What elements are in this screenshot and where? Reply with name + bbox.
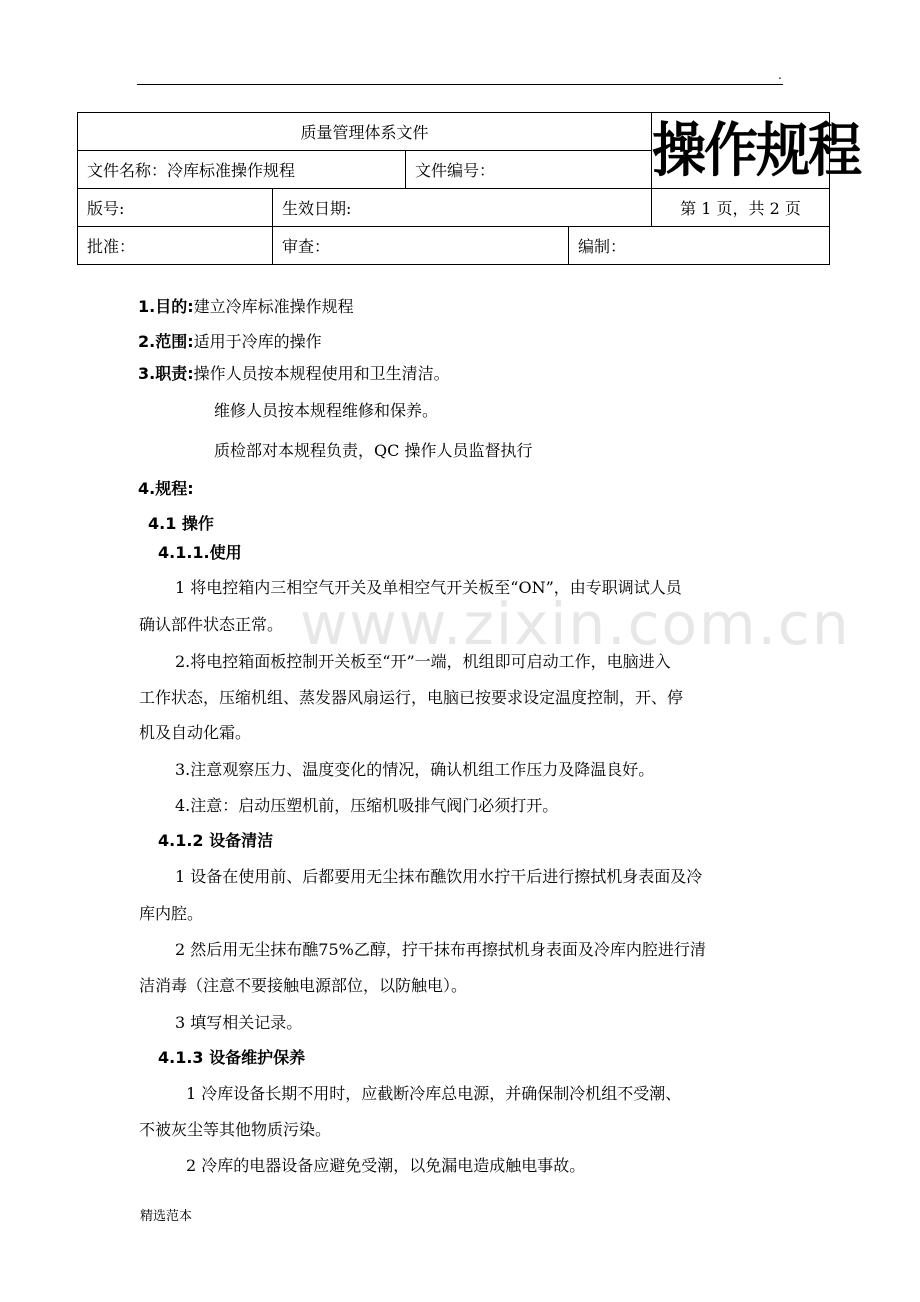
doc-name-cell: 文件名称：冷库标准操作规程: [78, 151, 406, 189]
system-doc-cell: 质量管理体系文件: [78, 113, 652, 151]
clean-step-1a: 1 设备在使用前、后都要用无尘抹布醮饮用水拧干后进行擦拭机身表面及冷: [175, 867, 703, 886]
duty-label: 3.职责:: [138, 364, 194, 383]
procedure-heading: 4.规程:: [138, 479, 194, 498]
duty-text-2: 维修人员按本规程维修和保养。: [214, 401, 439, 420]
maint-step-1b: 不被灰尘等其他物质污染。: [139, 1120, 332, 1139]
stamp-title: 操作规程: [652, 115, 861, 184]
footer-label: 精选范本: [140, 1209, 193, 1224]
section-4-1-2-heading: 4.1.2 设备清洁: [158, 831, 274, 850]
page-info-cell: 第 1 页，共 2 页: [652, 189, 830, 227]
doc-number-cell: 文件编号：: [406, 151, 652, 189]
purpose-text: 建立冷库标准操作规程: [193, 297, 354, 316]
section-4-1-3-heading: 4.1.3 设备维护保养: [158, 1048, 306, 1067]
approve-cell: 批准：: [78, 227, 273, 265]
purpose-line: [138, 296, 354, 318]
version-cell: 版号:: [78, 189, 273, 227]
clean-step-2b: 洁消毒（注意不要接触电源部位，以防触电）。: [139, 976, 468, 995]
purpose-label: 1.目的:: [138, 297, 194, 316]
header-rule: [137, 84, 783, 85]
clean-step-1b: 库内腔。: [139, 904, 204, 923]
use-step-2b: 工作状态，压缩机组、蒸发器风扇运行，电脑已按要求设定温度控制，开、停: [139, 688, 684, 707]
duty-line: [138, 363, 450, 385]
review-cell: 审查：: [273, 227, 569, 265]
use-step-4: 4.注意：启动压塑机前，压缩机吸排气阀门必须打开。: [175, 796, 559, 815]
document-info-table: [77, 112, 861, 265]
use-step-3: 3.注意观察压力、温度变化的情况，确认机组工作压力及降温良好。: [175, 760, 655, 779]
use-step-1a: 1 将电控箱内三相空气开关及单相空气开关板至“ON”，由专职调试人员: [175, 578, 682, 597]
use-step-1b: 确认部件状态正常。: [139, 615, 284, 634]
scope-line: [138, 331, 322, 353]
use-step-2c: 机及自动化霜。: [139, 723, 252, 742]
maint-step-2: 2 冷库的电器设备应避免受潮，以免漏电造成触电事故。: [186, 1156, 586, 1175]
compile-cell: 编制：: [569, 227, 830, 265]
maint-step-1a: 1 冷库设备长期不用时，应截断冷库总电源，并确保制冷机组不受潮、: [186, 1084, 682, 1103]
effective-date-cell: 生效日期:: [273, 189, 652, 227]
duty-text-3: 质检部对本规程负责，QC 操作人员监督执行: [214, 441, 533, 460]
header-dot: .: [778, 68, 782, 82]
scope-text: 适用于冷库的操作: [193, 332, 322, 351]
clean-step-3: 3 填写相关记录。: [175, 1013, 303, 1032]
scope-label: 2.范围:: [138, 332, 194, 351]
watermark: www.zixin.com.cn: [300, 590, 851, 658]
clean-step-2a: 2 然后用无尘抹布醮75%乙醇，拧干抹布再擦拭机身表面及冷库内腔进行清: [175, 940, 706, 959]
use-step-2a: 2.将电控箱面板控制开关板至“开”一端，机组即可启动工作，电脑进入: [175, 652, 671, 671]
section-4-1-1-heading: 4.1.1.使用: [158, 543, 242, 562]
section-4-1-heading: 4.1 操作: [148, 514, 214, 533]
stamp-cell: [652, 113, 861, 189]
duty-text-1: 操作人员按本规程使用和卫生清洁。: [193, 364, 450, 383]
